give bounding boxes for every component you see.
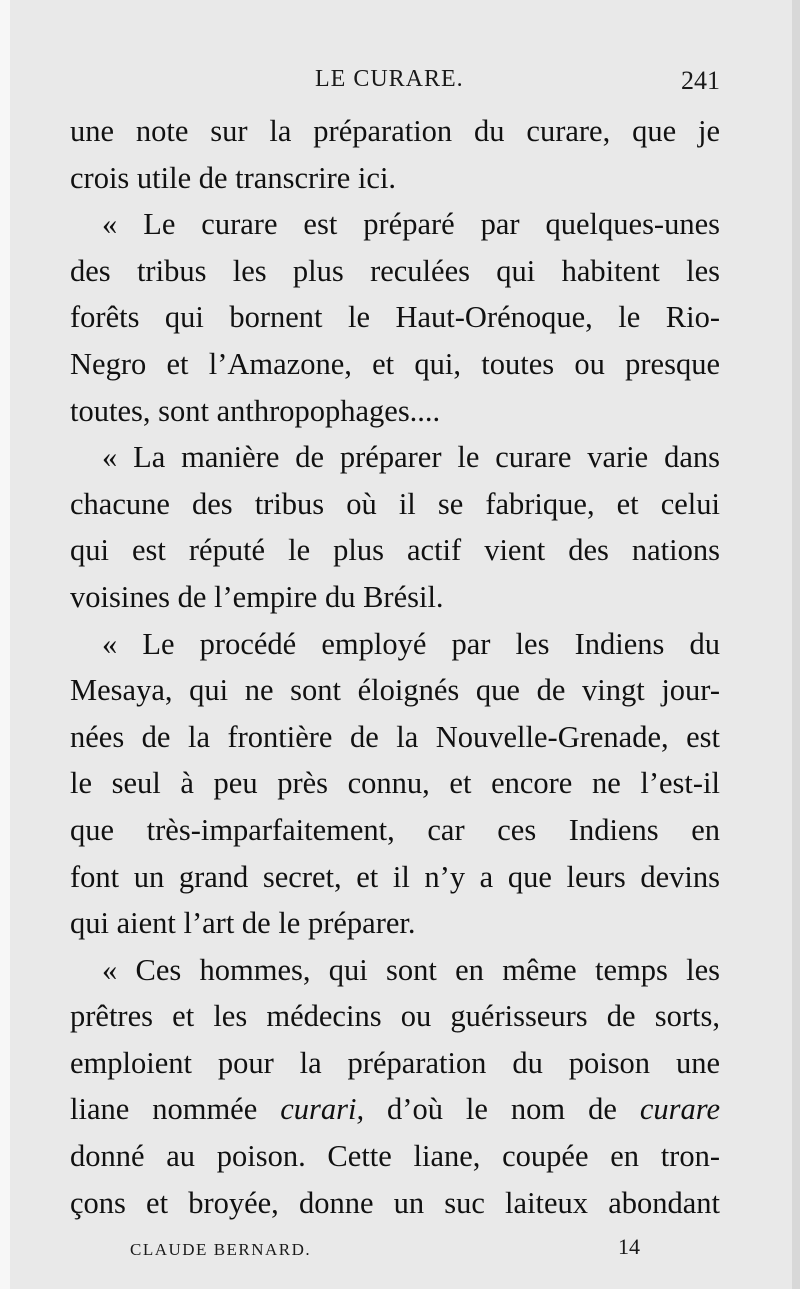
text-line: Negro et l’Amazone, et qui, toutes ou presque	[70, 346, 720, 381]
text-line: des tribus les plus reculées qui habitent les	[70, 253, 720, 288]
text-line-with-italics	[70, 1086, 720, 1133]
text-line: « Le curare est préparé par quelques-unes	[102, 207, 720, 242]
text-line: que très-imparfaitement, car ces Indiens en	[70, 812, 720, 847]
page-number: 241	[681, 66, 720, 95]
text-line: chacune des tribus où il se fabrique, et celui	[70, 486, 720, 521]
text-line: voisines de l’empire du Brésil.	[70, 579, 444, 614]
text-line: çons et broyée, donne un suc laiteux abondant	[70, 1185, 720, 1220]
italic-term: curari,	[280, 1092, 365, 1127]
text-line: le seul à peu près connu, et encore ne l’est-il	[70, 766, 720, 801]
text-line: une note sur la préparation du curare, que je	[70, 114, 720, 148]
text-line: emploient pour la préparation du poison une	[70, 1045, 720, 1080]
body-text	[70, 108, 720, 1226]
text-line: qui aient l’art de le préparer.	[70, 906, 416, 941]
scan-edge-right	[792, 0, 800, 1289]
text-line: « Le procédé employé par les Indiens du	[102, 626, 720, 661]
printer-signature: CLAUDE BERNARD.	[130, 1240, 312, 1259]
running-title: LE CURARE.	[315, 66, 464, 92]
italic-term: curare	[639, 1092, 720, 1127]
text-line: forêts qui bornent le Haut-Orénoque, le Rio-	[70, 300, 720, 335]
page-header	[70, 66, 720, 100]
text-line: nées de la frontière de la Nouvelle-Grenade, est	[70, 719, 720, 754]
text-line: prêtres et les médecins ou guérisseurs de sorts,	[70, 999, 720, 1034]
text-run: d’où le nom de	[364, 1092, 640, 1127]
text-line: « La manière de préparer le curare varie dans	[102, 440, 720, 475]
text-run: liane nommée	[70, 1092, 281, 1127]
text-line: toutes, sont anthropophages....	[70, 393, 441, 428]
text-line: font un grand secret, et il n’y a que leurs devins	[70, 859, 720, 894]
text-line: crois utile de transcrire ici.	[70, 160, 397, 195]
signature-number: 14	[618, 1234, 640, 1259]
text-line: Mesaya, qui ne sont éloignés que de vingt jour-	[70, 673, 720, 708]
scan-edge-left	[0, 0, 10, 1289]
text-line: donné au poison. Cette liane, coupée en tron-	[70, 1139, 720, 1174]
text-line: qui est réputé le plus actif vient des nations	[70, 533, 720, 568]
page-footer	[130, 1234, 640, 1264]
text-line: « Ces hommes, qui sont en même temps les	[102, 952, 720, 987]
